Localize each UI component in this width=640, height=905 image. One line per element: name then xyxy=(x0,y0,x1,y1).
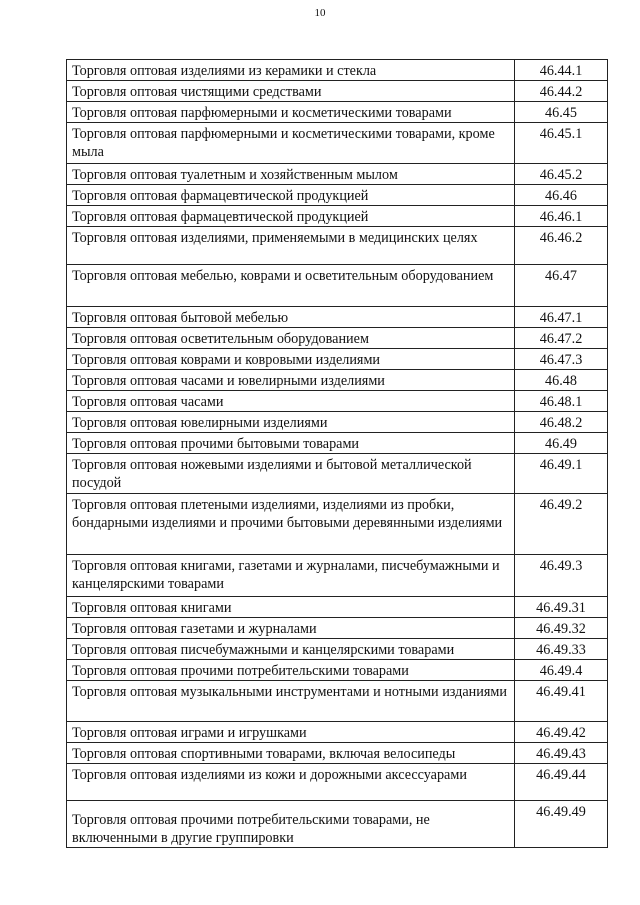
activity-name-cell: Торговля оптовая газетами и журналами xyxy=(67,618,515,639)
activity-code-cell: 46.49.43 xyxy=(515,743,608,764)
activity-code-cell: 46.45 xyxy=(515,102,608,123)
table-row xyxy=(67,764,608,801)
activity-code-cell: 46.48.2 xyxy=(515,412,608,433)
okved-code-table xyxy=(66,59,608,848)
activity-name-cell: Торговля оптовая бытовой мебелью xyxy=(67,307,515,328)
table-row xyxy=(67,597,608,618)
activity-code-cell: 46.45.2 xyxy=(515,164,608,185)
table-row xyxy=(67,660,608,681)
activity-name-cell: Торговля оптовая туалетным и хозяйственным мылом xyxy=(67,164,515,185)
activity-name-cell: Торговля оптовая прочими бытовыми товарами xyxy=(67,433,515,454)
activity-code-cell: 46.49.2 xyxy=(515,494,608,555)
activity-code-cell: 46.49 xyxy=(515,433,608,454)
activity-code-cell: 46.49.41 xyxy=(515,681,608,722)
table-row xyxy=(67,102,608,123)
table-row xyxy=(67,185,608,206)
activity-name-cell: Торговля оптовая играми и игрушками xyxy=(67,722,515,743)
activity-code-cell: 46.49.32 xyxy=(515,618,608,639)
table-row xyxy=(67,801,608,848)
activity-name-cell: Торговля оптовая изделиями из керамики и стекла xyxy=(67,60,515,81)
table-row xyxy=(67,60,608,81)
activity-name-cell: Торговля оптовая осветительным оборудованием xyxy=(67,328,515,349)
activity-name-cell: Торговля оптовая книгами, газетами и журналами, писчебумажными и канцелярскими товарами xyxy=(67,555,515,597)
activity-code-cell: 46.49.33 xyxy=(515,639,608,660)
activity-name-cell: Торговля оптовая чистящими средствами xyxy=(67,81,515,102)
table-row xyxy=(67,639,608,660)
activity-name-cell: Торговля оптовая изделиями из кожи и дорожными аксессуарами xyxy=(67,764,515,801)
activity-name-cell: Торговля оптовая книгами xyxy=(67,597,515,618)
activity-code-cell: 46.47.1 xyxy=(515,307,608,328)
table-row xyxy=(67,227,608,265)
table-row xyxy=(67,555,608,597)
activity-name-cell: Торговля оптовая часами xyxy=(67,391,515,412)
table-row xyxy=(67,265,608,307)
activity-name-cell: Торговля оптовая изделиями, применяемыми в медицинских целях xyxy=(67,227,515,265)
table-row xyxy=(67,370,608,391)
activity-name-cell: Торговля оптовая ювелирными изделиями xyxy=(67,412,515,433)
activity-code-cell: 46.45.1 xyxy=(515,123,608,164)
activity-code-cell: 46.47.2 xyxy=(515,328,608,349)
table-row xyxy=(67,454,608,494)
activity-name-cell: Торговля оптовая прочими потребительскими товарами xyxy=(67,660,515,681)
activity-name-cell: Торговля оптовая мебелью, коврами и осветительным оборудованием xyxy=(67,265,515,307)
activity-code-cell: 46.49.42 xyxy=(515,722,608,743)
table-row xyxy=(67,412,608,433)
activity-code-cell: 46.46 xyxy=(515,185,608,206)
activity-name-cell: Торговля оптовая часами и ювелирными изделиями xyxy=(67,370,515,391)
table-row xyxy=(67,81,608,102)
activity-code-cell: 46.49.1 xyxy=(515,454,608,494)
activity-code-cell: 46.49.31 xyxy=(515,597,608,618)
page-number: 10 xyxy=(314,7,326,19)
activity-name-cell: Торговля оптовая фармацевтической продукцией xyxy=(67,185,515,206)
activity-name-cell: Торговля оптовая коврами и ковровыми изделиями xyxy=(67,349,515,370)
table-row xyxy=(67,722,608,743)
table-row xyxy=(67,391,608,412)
activity-name-cell: Торговля оптовая плетеными изделиями, изделиями из пробки, бондарными изделиями и прочими бытовыми деревянными изделиями xyxy=(67,494,515,555)
activity-name-cell: Торговля оптовая ножевыми изделиями и бытовой металлической посудой xyxy=(67,454,515,494)
activity-name-cell: Торговля оптовая фармацевтической продукцией xyxy=(67,206,515,227)
activity-name-cell: Торговля оптовая прочими потребительскими товарами, не включенными в другие группировки xyxy=(67,801,515,848)
table-row xyxy=(67,433,608,454)
activity-code-cell: 46.44.2 xyxy=(515,81,608,102)
table-row xyxy=(67,349,608,370)
activity-code-cell: 46.47.3 xyxy=(515,349,608,370)
activity-name-cell: Торговля оптовая парфюмерными и косметическими товарами xyxy=(67,102,515,123)
activity-code-cell: 46.48 xyxy=(515,370,608,391)
activity-code-cell: 46.48.1 xyxy=(515,391,608,412)
activity-code-cell: 46.49.44 xyxy=(515,764,608,801)
table-row xyxy=(67,743,608,764)
activity-code-cell: 46.46.2 xyxy=(515,227,608,265)
table-row xyxy=(67,681,608,722)
table-row xyxy=(67,494,608,555)
table-row xyxy=(67,164,608,185)
table-row xyxy=(67,123,608,164)
activity-code-cell: 46.49.3 xyxy=(515,555,608,597)
table-row xyxy=(67,328,608,349)
activity-name-cell: Торговля оптовая музыкальными инструментами и нотными изданиями xyxy=(67,681,515,722)
activity-name-cell: Торговля оптовая писчебумажными и канцелярскими товарами xyxy=(67,639,515,660)
table-row xyxy=(67,307,608,328)
activity-name-cell: Торговля оптовая спортивными товарами, включая велосипеды xyxy=(67,743,515,764)
activity-code-cell: 46.49.4 xyxy=(515,660,608,681)
table-row xyxy=(67,618,608,639)
table-row xyxy=(67,206,608,227)
activity-code-cell: 46.47 xyxy=(515,265,608,307)
activity-code-cell: 46.46.1 xyxy=(515,206,608,227)
activity-name-cell: Торговля оптовая парфюмерными и косметическими товарами, кроме мыла xyxy=(67,123,515,164)
activity-code-cell: 46.49.49 xyxy=(515,801,608,848)
activity-code-cell: 46.44.1 xyxy=(515,60,608,81)
